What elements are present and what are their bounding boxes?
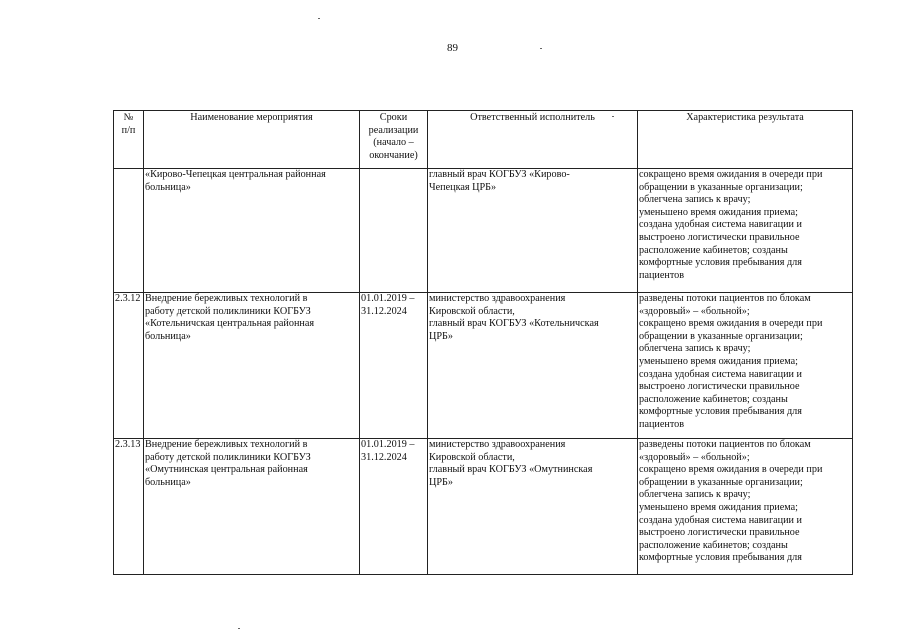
cell-activity-name: Внедрение бережливых технологий в работу детской поликлиники КОГБУЗ «Омутнинская центральная районная больница» <box>144 439 360 575</box>
table-row <box>114 293 853 439</box>
cell-result: разведены потоки пациентов по блокам «здоровый» – «больной»; сокращено время ожидания в очереди при обращении в указанные организации; облегчена запись к врачу; уменьшено время ожидания приема; создана удобная система навигации и выстроено логистически правильное расположение кабинетов; созданы комфортные условия пребывания для пациентов <box>638 293 853 439</box>
cell-executor: министерство здравоохранения Кировской области, главный врач КОГБУЗ «Котельничская ЦРБ» <box>428 293 638 439</box>
header-dates: Сроки реализации (начало – окончание) <box>360 111 428 169</box>
scan-speck <box>238 628 240 629</box>
cell-executor: главный врач КОГБУЗ «Кирово- Чепецкая ЦРБ» <box>428 169 638 293</box>
header-activity-name: Наименование мероприятия <box>144 111 360 169</box>
cell-result: сокращено время ожидания в очереди при обращении в указанные организации; облегчена запись к врачу; уменьшено время ожидания приема; создана удобная система навигации и выстроено логистически правильное расположение кабинетов; созданы комфортные условия пребывания для пациентов <box>638 169 853 293</box>
table-row <box>114 169 853 293</box>
cell-result <box>638 439 853 575</box>
header-executor: Ответственный исполнитель <box>428 111 638 169</box>
cell-number: 2.3.13 <box>114 439 144 575</box>
cell-activity-name: «Кирово-Чепецкая центральная районная больница» <box>144 169 360 293</box>
scan-speck <box>318 18 320 19</box>
table-row <box>114 439 853 575</box>
cell-dates: 01.01.2019 – 31.12.2024 <box>360 293 428 439</box>
cell-activity-name: Внедрение бережливых технологий в работу детской поликлиники КОГБУЗ «Котельничская центральная районная больница» <box>144 293 360 439</box>
cell-executor: министерство здравоохранения Кировской области, главный врач КОГБУЗ «Омутнинская ЦРБ» <box>428 439 638 575</box>
cell-dates: 01.01.2019 – 31.12.2024 <box>360 439 428 575</box>
table-header-row <box>114 111 853 169</box>
cell-dates <box>360 169 428 293</box>
header-result: Характеристика результата <box>638 111 853 169</box>
header-number: № п/п <box>114 111 144 169</box>
activities-table <box>113 110 853 575</box>
page-number: 89 <box>447 42 458 54</box>
cell-result-text: разведены потоки пациентов по блокам «здоровый» – «больной»; сокращено время ожидания в очереди при обращении в указанные организации; облегчена запись к врачу; уменьшено время ожидания приема; создана удобная система навигации и выстроено логистически правильное расположение кабинетов; созданы комфортные условия пребывания для <box>639 439 823 564</box>
scan-speck <box>612 116 614 117</box>
scan-speck <box>540 48 542 49</box>
cell-number <box>114 169 144 293</box>
cell-number: 2.3.12 <box>114 293 144 439</box>
